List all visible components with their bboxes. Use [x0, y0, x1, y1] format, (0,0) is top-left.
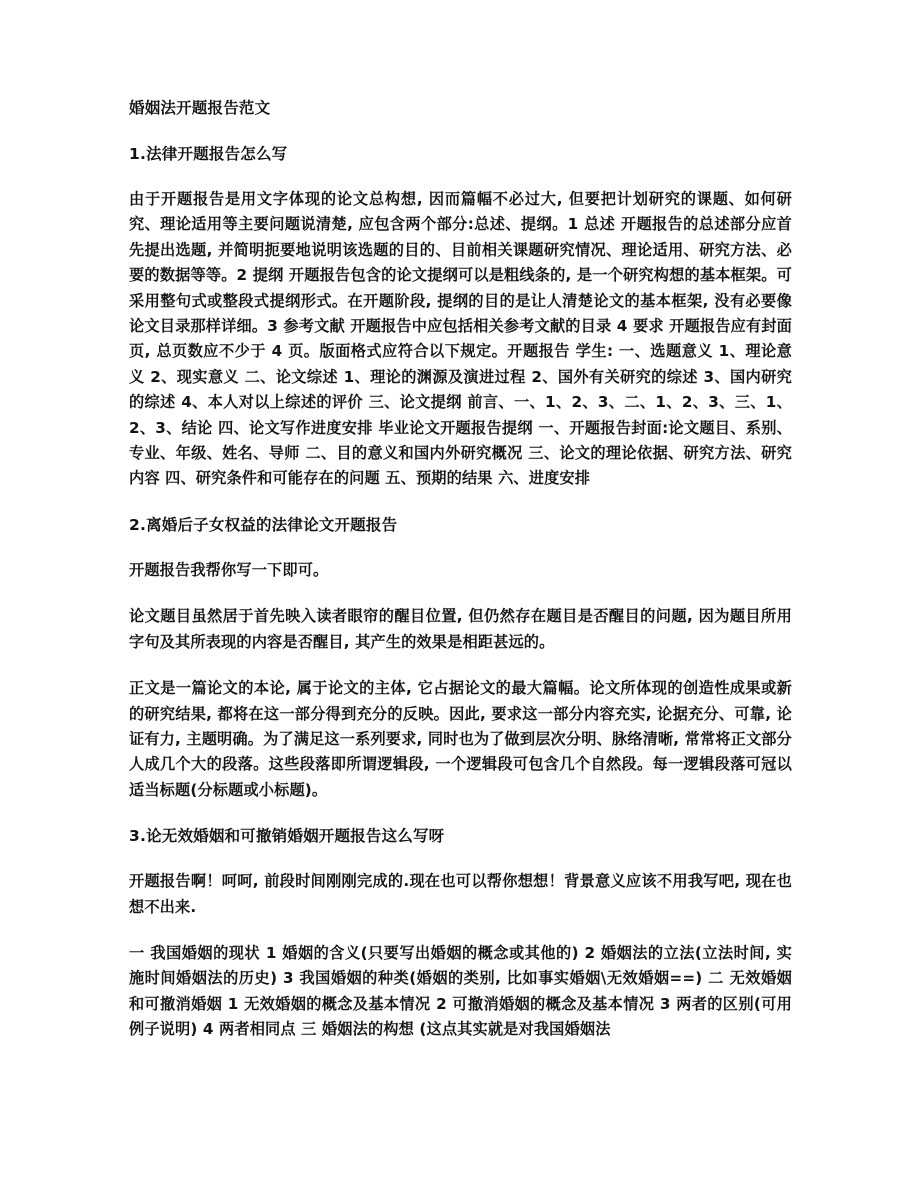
section-heading-3: 3.论无效婚姻和可撤销婚姻开题报告这么写呀 [129, 827, 445, 846]
section-heading-2: 2.离婚后子女权益的法律论文开题报告 [129, 515, 398, 534]
section-3-paragraph-1: 开题报告啊！呵呵, 前段时间刚刚完成的.现在也可以帮你想想！背景意义应该不用我写吧, 现在也想不出来. [129, 872, 792, 916]
section-2-paragraph-2: 论文题目虽然居于首先映入读者眼帘的醒目位置, 但仍然存在题目是否醒目的问题, 因为题目所用字句及其所表现的内容是否醒目, 其产生的效果是相距甚远的。 [129, 607, 792, 651]
section-2-paragraph-3: 正文是一篇论文的本论, 属于论文的主体, 它占据论文的最大篇幅。论文所体现的创造性成果或新的研究结果, 都将在这一部分得到充分的反映。因此, 要求这一部分内容充实, 论据充分、可靠, 论证有力, 主题明确。为了满足这一系列要求, 同时也为了做到层次分明、脉络清晰, 常常将正文部分人成几个大的段落。这些段落即所谓逻辑段, 一个逻辑段可包含几个自然段。每一逻辑段落可冠以适当标题(分标题或小标题)。 [129, 679, 792, 799]
section-2-paragraph-1: 开题报告我帮你写一下即可。 [129, 560, 329, 579]
document-body [129, 96, 792, 1043]
page-title: 婚姻法开题报告范文 [129, 99, 271, 117]
section-1-paragraph-1: 由于开题报告是用文字体现的论文总构想, 因而篇幅不必过大, 但要把计划研究的课题、如何研究、理论适用等主要问题说清楚, 应包含两个部分:总述、提纲。1 总述 开题报告的总述部分应首先提出选题, 并简明扼要地说明该选题的目的、目前相关课题研究情况、理论适用、研究方法、必要的数据等等。2 提纲 开题报告包含的论文提纲可以是粗线条的, 是一个研究构想的基本框架。可采用整句式或整段式提纲形式。在开题阶段, 提纲的目的是让人清楚论文的基本框架, 没有必要像论文目录那样详细。3 参考文献 开题报告中应包括相关参考文献的目录 4 要求 开题报告应有封面页, 总页数应不少于 4 页。版面格式应符合以下规定。开题报告 学生: 一、选题意义 1、理论意义 2、现实意义 二、论文综述 1、理论的渊源及演进过程 2、国外有关研究的综述 3、国内研究的综述 4、本人对以上综述的评价 三、论文提纲 前言、一、1、2、3、二、1、2、3、三、1、2、3、结论 四、论文写作进度安排 毕业论文开题报告提纲 一、开题报告封面:论文题目、系别、专业、年级、姓名、导师 二、目的意义和国内外研究概况 三、论文的理论依据、研究方法、研究内容 四、研究条件和可能存在的问题 五、预期的结果 六、进度安排 [129, 190, 792, 488]
section-3-paragraph-2: 一 我国婚姻的现状 1 婚姻的含义(只要写出婚姻的概念或其他的) 2 婚姻法的立法(立法时间, 实施时间婚姻法的历史) 3 我国婚姻的种类(婚姻的类别, 比如事实婚姻\无效婚姻==) 二 无效婚姻和可撤消婚姻 1 无效婚姻的概念及基本情况 2 可撤消婚姻的概念及基本情况 3 两者的区别(可用例子说明) 4 两者相同点 三 婚姻法的构想 (这点其实就是对我国婚姻法 [129, 943, 792, 1039]
section-heading-1: 1.法律开题报告怎么写 [129, 145, 288, 163]
